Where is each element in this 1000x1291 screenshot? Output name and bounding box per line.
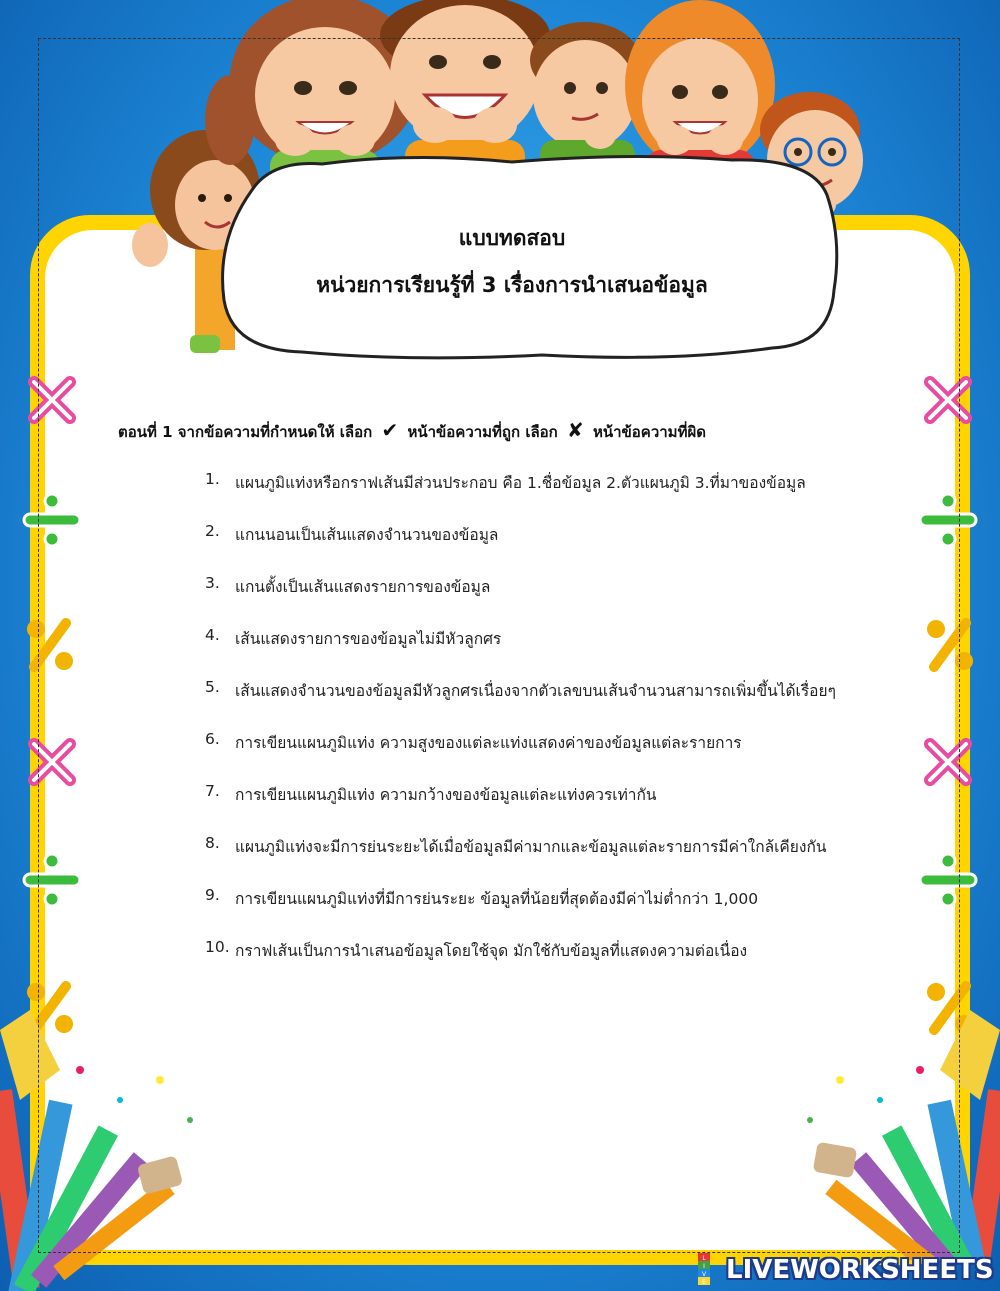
question-list [205,470,885,990]
svg-text:V: V [701,1271,707,1278]
title-block [212,222,812,302]
instruction-part3: หน้าข้อความที่ผิด [592,423,706,441]
item-number: 2. [205,522,220,540]
divide-icon [916,852,980,908]
percent-icon [922,615,978,675]
item-text: เส้นแสดงรายการของข้อมูลไม่มีหัวลูกศร [235,630,502,648]
divide-icon [916,492,980,548]
divide-icon [20,492,84,548]
item-text: เส้นแสดงจำนวนของข้อมูลมีหัวลูกศรเนื่องจากตัวเลขบนเส้นจำนวนสามารถเพิ่มขึ้นได้เรื่อยๆ [235,682,836,700]
item-number: 3. [205,574,220,592]
item-text: แกนตั้งเป็นเส้นแสดงรายการของข้อมูล [235,578,491,596]
item-text: การเขียนแผนภูมิแท่ง ความกว้างของข้อมูลแต่ละแท่งควรเท่ากัน [235,786,657,804]
instruction-part1: ตอนที่ 1 จากข้อความที่กำหนดให้ เลือก [118,423,373,441]
list-item[interactable] [205,730,885,782]
list-item[interactable] [205,678,885,730]
item-number: 4. [205,626,220,644]
svg-text:I: I [703,1263,705,1270]
list-item[interactable] [205,782,885,834]
cross-mark-icon: ✘ [566,418,584,442]
liveworksheets-logo-icon [698,1253,726,1287]
check-mark-icon: ✔ [381,418,399,442]
liveworksheets-watermark [698,1252,994,1288]
item-text: การเขียนแผนภูมิแท่งที่มีการย่นระยะ ข้อมูลที่น้อยที่สุดต้องมีค่าไม่ต่ำกว่า 1,000 [235,890,759,908]
instruction-line [118,418,898,444]
item-number: 7. [205,782,220,800]
pencils-left-illustration [0,1010,220,1291]
item-number: 5. [205,678,220,696]
item-number: 10. [205,938,230,956]
item-text: แผนภูมิแท่งจะมีการย่นระยะได้เมื่อข้อมูลมีค่ามากและข้อมูลแต่ละรายการมีค่าใกล้เคียงกัน [235,838,827,856]
item-number: 9. [205,886,220,904]
list-item[interactable] [205,626,885,678]
divide-icon [20,852,84,908]
list-item[interactable] [205,834,885,886]
list-item[interactable] [205,470,885,522]
item-number: 8. [205,834,220,852]
item-text: แกนนอนเป็นเส้นแสดงจำนวนของข้อมูล [235,526,499,544]
instruction-part2: หน้าข้อความที่ถูก เลือก [407,423,558,441]
item-text: กราฟเส้นเป็นการนำเสนอข้อมูลโดยใช้จุด มักใช้กับข้อมูลที่แสดงความต่อเนื่อง [235,942,748,960]
list-item[interactable] [205,938,885,990]
watermark-text: LIVEWORKSHEETS [726,1255,994,1285]
percent-icon [22,615,78,675]
item-number: 6. [205,730,220,748]
item-number: 1. [205,470,220,488]
multiply-icon [918,732,978,792]
multiply-icon [22,370,82,430]
list-item[interactable] [205,522,885,574]
page-subtitle: หน่วยการเรียนรู้ที่ 3 เรื่องการนำเสนอข้อมูล [316,273,708,297]
multiply-icon [918,370,978,430]
svg-text:L: L [702,1255,706,1262]
pencils-right-illustration [790,1010,1000,1260]
item-text: การเขียนแผนภูมิแท่ง ความสูงของแต่ละแท่งแสดงค่าของข้อมูลแต่ละรายการ [235,734,742,752]
list-item[interactable] [205,574,885,626]
svg-text:E: E [702,1279,706,1286]
item-text: แผนภูมิแท่งหรือกราฟเส้นมีส่วนประกอบ คือ 1.ชื่อข้อมูล 2.ตัวแผนภูมิ 3.ที่มาของข้อมูล [235,474,806,492]
list-item[interactable] [205,886,885,938]
multiply-icon [22,732,82,792]
page-title: แบบทดสอบ [458,226,566,250]
